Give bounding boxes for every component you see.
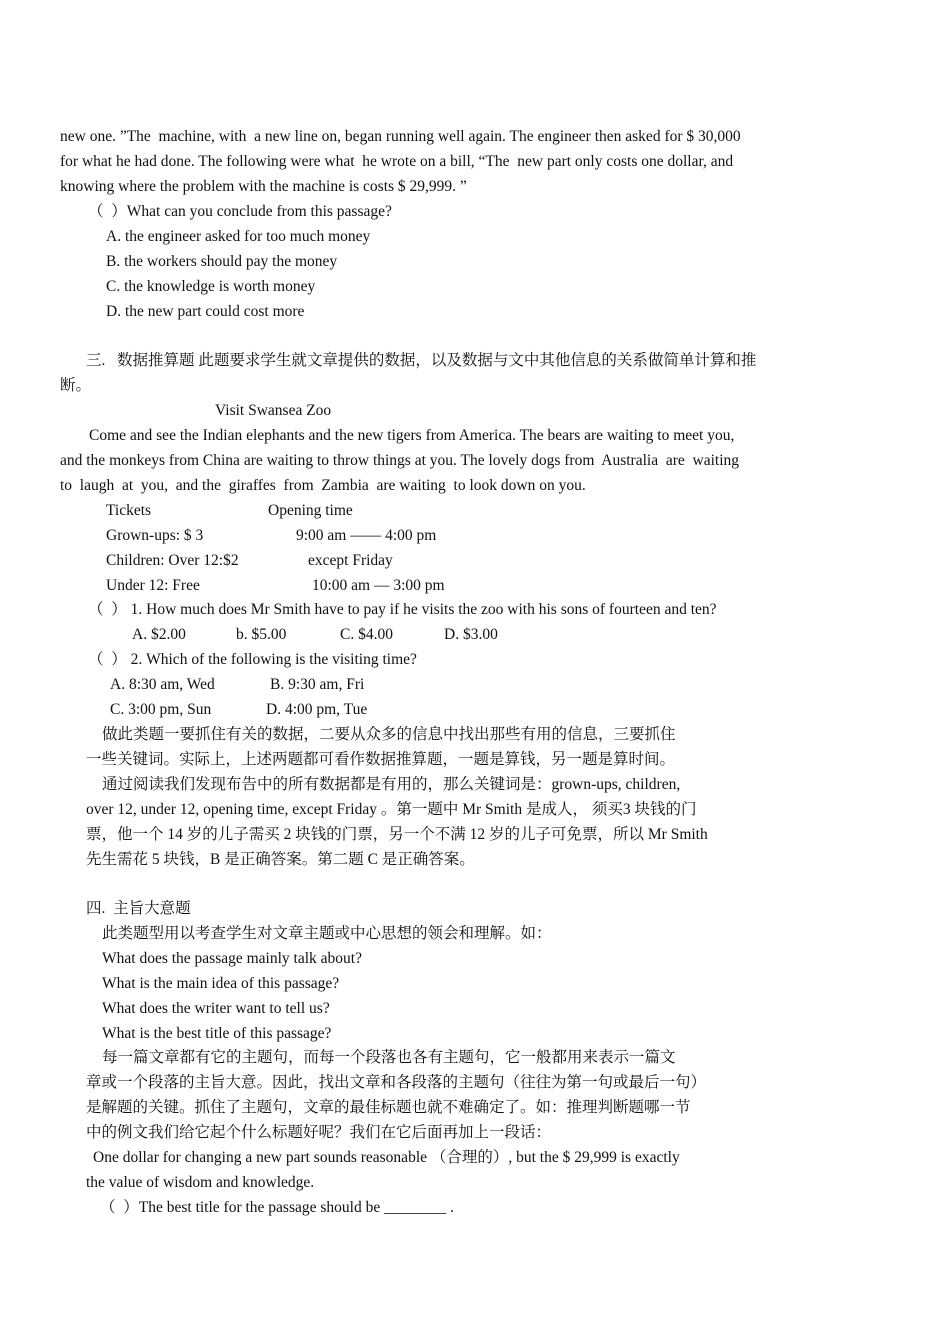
opening-hours-2: 10:00 am — 3:00 pm bbox=[312, 577, 445, 594]
explain-line: 是解题的关键。抓住了主题句，文章的最佳标题也就不难确定了。如：推理判断题哪一节 bbox=[86, 1099, 691, 1116]
option-d: D. the new part could cost more bbox=[106, 303, 305, 320]
ticket-grownups: Grown-ups: $ 3 bbox=[106, 527, 204, 544]
q2-option-b: B. 9:30 am, Fri bbox=[270, 676, 365, 693]
analysis-line: 做此类题一要抓住有关的数据，二要从众多的信息中找出那些有用的信息，三要抓住 bbox=[102, 726, 676, 743]
q1-option-d: D. $3.00 bbox=[444, 626, 498, 643]
zoo-body-line: Come and see the Indian elephants and the new tigers from America. The bears are waiting to meet you, bbox=[89, 427, 735, 444]
analysis-line: 通过阅读我们发现布告中的所有数据都是有用的，那么关键词是：grown-ups, children, bbox=[102, 776, 681, 793]
q1-option-a: A. $2.00 bbox=[132, 626, 186, 643]
analysis-line: 一些关键词。实际上，上述两题都可看作数据推算题，一题是算钱，另一题是算时间。 bbox=[86, 751, 676, 768]
question-conclude: （ ）What can you conclude from this passage? bbox=[88, 203, 392, 220]
explain-line: 中的例文我们给它起个什么标题好呢？我们在它后面再加上一段话： bbox=[86, 1124, 552, 1141]
section4-intro: 此类题型用以考查学生对文章主题或中心思想的领会和理解。如： bbox=[102, 925, 552, 942]
passage-line: knowing where the problem with the machine is costs $ 29,999. ” bbox=[60, 178, 467, 195]
q1-option-b: b. $5.00 bbox=[236, 626, 287, 643]
q1-option-c: C. $4.00 bbox=[340, 626, 393, 643]
opening-time-header: Opening time bbox=[268, 502, 353, 519]
option-c: C. the knowledge is worth money bbox=[106, 278, 316, 295]
question-1: （ ） 1. How much does Mr Smith have to pay if he visits the zoo with his sons of fourteen and ten? bbox=[88, 601, 717, 618]
q2-option-a: A. 8:30 am, Wed bbox=[110, 676, 215, 693]
analysis-line: 票，他一个 14 岁的儿子需买 2 块钱的门票，另一个不满 12 岁的儿子可免票，所以 Mr Smith bbox=[86, 826, 708, 843]
section3-heading: 三. 数据推算题 此题要求学生就文章提供的数据，以及数据与文中其他信息的关系做简单计算和推 bbox=[86, 352, 757, 369]
section4-heading: 四. 主旨大意题 bbox=[86, 900, 191, 917]
opening-except: except Friday bbox=[308, 552, 393, 569]
question-2: （ ） 2. Which of the following is the visiting time? bbox=[88, 651, 417, 668]
tickets-header: Tickets bbox=[106, 502, 152, 519]
ticket-under12: Under 12: Free bbox=[106, 577, 200, 594]
option-b: B. the workers should pay the money bbox=[106, 253, 338, 270]
passage-line: new one. ”The machine, with a new line on, began running well again. The engineer then asked for $ 30,000 bbox=[60, 128, 741, 145]
example-question: What is the main idea of this passage? bbox=[102, 975, 340, 992]
example-question: What does the passage mainly talk about? bbox=[102, 950, 362, 967]
zoo-title: Visit Swansea Zoo bbox=[215, 402, 332, 419]
added-line: the value of wisdom and knowledge. bbox=[86, 1174, 315, 1191]
explain-line: 章或一个段落的主旨大意。因此，找出文章和各段落的主题句（往往为第一句或最后一句） bbox=[86, 1074, 707, 1091]
explain-line: 每一篇文章都有它的主题句，而每一个段落也各有主题句，它一般都用来表示一篇文 bbox=[102, 1049, 676, 1066]
ticket-children: Children: Over 12:$2 bbox=[106, 552, 239, 569]
analysis-line: 先生需花 5 块钱，B 是正确答案。第二题 C 是正确答案。 bbox=[86, 851, 475, 868]
zoo-body-line: and the monkeys from China are waiting to throw things at you. The lovely dogs from Australia are waiting bbox=[60, 452, 739, 469]
example-question: What is the best title of this passage? bbox=[102, 1025, 332, 1042]
option-a: A. the engineer asked for too much money bbox=[106, 228, 371, 245]
added-line: One dollar for changing a new part sounds reasonable （合理的）, but the $ 29,999 is exactly bbox=[93, 1149, 680, 1166]
final-question: （ ）The best title for the passage should be ________ . bbox=[100, 1199, 454, 1216]
zoo-body-line: to laugh at you, and the giraffes from Zambia are waiting to look down on you. bbox=[60, 477, 586, 494]
example-question: What does the writer want to tell us? bbox=[102, 1000, 330, 1017]
q2-option-d: D. 4:00 pm, Tue bbox=[266, 701, 368, 718]
q2-option-c: C. 3:00 pm, Sun bbox=[110, 701, 212, 718]
passage-line: for what he had done. The following were what he wrote on a bill, “The new part only costs one dollar, and bbox=[60, 153, 734, 170]
section3-heading-cont: 断。 bbox=[60, 377, 92, 394]
opening-hours-1: 9:00 am —— 4:00 pm bbox=[296, 527, 437, 544]
analysis-line: over 12, under 12, opening time, except Friday 。第一题中 Mr Smith 是成人， 须买3 块钱的门 bbox=[86, 801, 697, 818]
